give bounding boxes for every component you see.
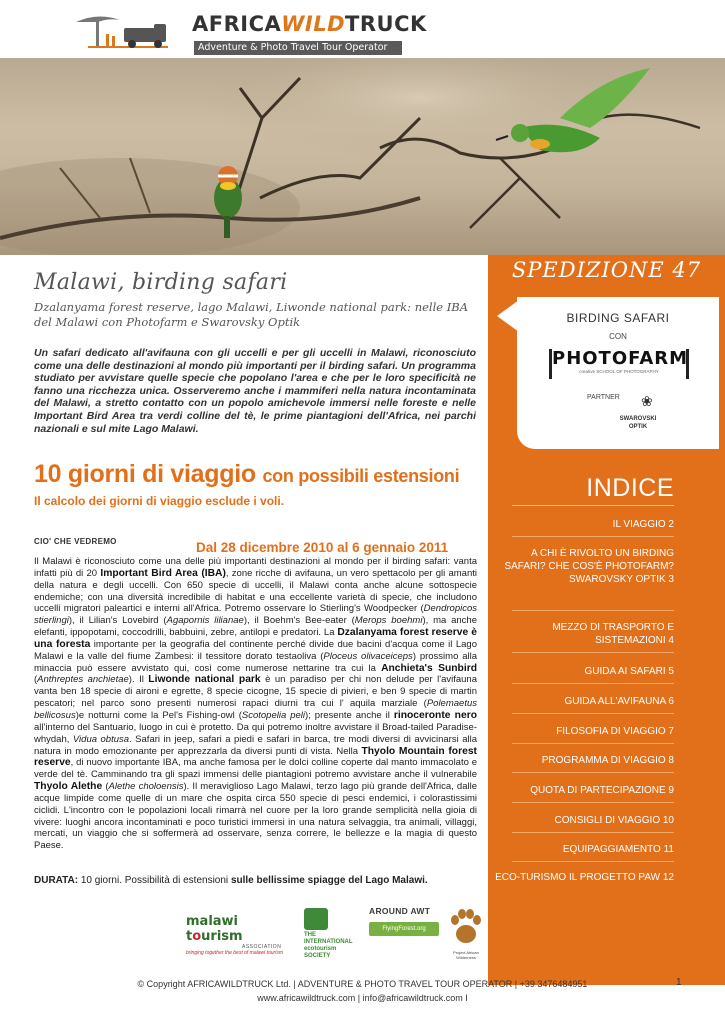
trip-dates: Dal 28 dicembre 2010 al 6 gennaio 2011 [196, 540, 449, 555]
body-paragraph: Il Malawi è riconosciuto come una delle più importanti destinazioni al mondo per il birding safari: vanta infatti più di 20 Important Bird Area (IBA), zone ricche di avifauna, un vero spettacolo per gli amanti della natura e degli uccelli. Con 650 specie di uccelli, il Malawi conta anche alcune sottospecie endemiche; con una diversità incredibile di habitat e una eccellente varietà di specie, che includono uccelli migratori paleartici e interni all'Africa. Potremo osservare lo Stierling's Woodpecker (Dendropicos stierlingi), il Lilian's Lovebird (Agapornis lilianae), il Boehm's Bee-eater (Merops boehmi), ma anche elefanti, ippopotami, coccodrilli, babbuini, zebre, antilopi e predatori. La Dzalanyama forest reserve è una foresta importante per la geografia del continente perché divide due bacini d'acqua come il Lago Malawi e la valle del fiume Zambesi: il tessitore dorato testaoliva (Ploceus olivaceiceps) prossimo alla minaccia può essere avvistato qui, così come numerose nettarine tra cui la Anchieta's Sunbird (Anthreptes anchietae). Il Liwonde national park è un paradiso per chi non delude per l'avifauna vanta ben 18 specie di aironi e egrette, 8 specie cicogne, 15 specie di pivieri, e ben 9 specie di martin pescatori; nel parco sono presenti numerosi rapaci diurni tra cui l' aquila marziale (Polemaetus bellicosus)e notturni come la Pel's Fishing-owl (Scotopelia peli); presente anche il rinoceronte nero all'interno del Santuario, luogo in cui è protetto. Da qui potremo inoltre avvistare il Broad-tailed Paradise-whydah, Vidua obtusa. Safari in jeep, safari a piedi e safari in barca, tre modi diversi di avvicinarsi alla natura in modo emozionante per apprezzarla da diversi punti di vista. Nella Thyolo Mountain forest reserve, di nuovo importante IBA, ma anche famosa per le dolci colline coperte dal manto immacolato e verde del tè. Camminando tra gli spazi immensi delle piantagioni potremo avvistare anche il vulnerabile Thyolo Alethe (Alethe choloensis). Il meraviglioso Lago Malawi, terzo lago più grande dell'Africa, dalle acque limpide come quelle di un mare che ospita circa 550 specie di pesci endemici, i colorastissimi ciclidi. L'incontro con le popolazioni locali rimarrà nel cuore per la loro grande semplicità nella gioia di vivere: luoghi ancora incontaminati e poco turistici immersi in una natura selvaggia, tra animali, villaggi, mercati, un viaggio che si soffermerà ad osservare, senza correre, le bellezze e la magia di questo Paese. [34, 556, 478, 852]
toc-item[interactable]: A CHI È RIVOLTO UN BIRDING SAFARI? CHE COS'È PHOTOFARM? SWAROVSKY OPTIK 3 [504, 548, 674, 585]
header-photo [0, 58, 725, 255]
index-divider [512, 505, 674, 506]
ecotourism-society-logo: THE INTERNATIONAL ecotourism SOCIETY [304, 908, 360, 966]
around-awt-logo: AROUND AWT FlyingForest.org [369, 906, 439, 936]
toc-divider [512, 832, 674, 833]
toc-item[interactable]: CONSIGLI DI VIAGGIO 10 [554, 815, 674, 826]
page-header [0, 0, 725, 58]
toc-item[interactable]: FILOSOFIA DI VIAGGIO 7 [556, 726, 674, 737]
trip-length-heading: 10 giorni di viaggio con possibili estensioni [34, 460, 460, 488]
toc-divider [512, 861, 674, 862]
toc-divider [512, 743, 674, 744]
swan-icon: ❀ [641, 393, 653, 409]
footer-copyright: © Copyright AFRICAWILDTRUCK Ltd. | ADVENTURE & PHOTO TRAVEL TOUR OPERATOR | +39 3476484951 [137, 979, 588, 989]
toc-divider [512, 610, 674, 611]
toc-item[interactable]: GUIDA ALL'AVIFAUNA 6 [564, 696, 674, 707]
malawi-tourism-logo: malawi tourism ASSOCIATION bringing together the best of malawi tourism [186, 914, 283, 956]
partner-box-pointer [497, 300, 519, 332]
partner-box-title: BIRDING SAFARI [566, 311, 670, 325]
photofarm-name: PHOTOFARM [552, 348, 689, 369]
expedition-number: SPEDIZIONE 47 [511, 258, 702, 282]
partner-logos [186, 906, 486, 970]
intro-paragraph: Un safari dedicato all'avifauna con gli uccelli e per gli uccelli in Malawi, riconosciuto come una delle destinazioni al mondo più importanti per il birding safari. Un programma studiato per avvistare quelle specie che popolano l'area e che per le loro specificità ne fanno una ricchezza unica. Osserveremo anche i mammiferi nella natura incontaminata del Malawi, a stretto contatto con un popolo amichevole immersi nelle foreste e nelle Important Bird Area tra verdi colline del tè, le prime piantagioni dell'Africa, nei parchi nazionali e sul mite Lago Malawi. [34, 347, 476, 435]
toc-divider [512, 652, 674, 653]
toc-divider [512, 713, 674, 714]
swarovski-logo: SWAROVSKI OPTIK [619, 416, 657, 430]
tree-truck-logo-icon [68, 8, 188, 52]
page-title: Malawi, birding safari [34, 270, 288, 295]
page-subtitle: Dzalanyama forest reserve, lago Malawi, Liwonde national park: nelle IBA del Malawi con Photofarm e Swarovsky Optik [34, 300, 469, 329]
photofarm-subtitle: creative SCHOOL OF PHOTOGRAPHY [579, 369, 659, 374]
toc-item[interactable]: EQUIPAGGIAMENTO 11 [562, 844, 674, 855]
bee-eater-birds-photo [0, 58, 725, 255]
trip-length-note: Il calcolo dei giorni di viaggio esclude i voli. [34, 494, 285, 508]
partner-label: PARTNER [587, 394, 620, 401]
index-heading: INDICE [586, 474, 674, 502]
toc-divider [512, 802, 674, 803]
page-number: 1 [676, 977, 682, 988]
partner-box [517, 297, 719, 449]
brand-tagline: Adventure & Photo Travel Tour Operator [194, 41, 402, 55]
toc-item[interactable]: MEZZO DI TRASPORTO E SISTEMAZIONI 4 [552, 622, 674, 646]
toc-divider [512, 536, 674, 537]
footer-contacts[interactable]: www.africawildtruck.com | info@africawildtruck.com I [257, 993, 468, 1003]
brand-name: AFRICAWILDTRUCK [192, 12, 427, 36]
photofarm-logo [549, 349, 689, 379]
toc-item[interactable]: GUIDA AI SAFARI 5 [584, 666, 674, 677]
duration-line: DURATA: 10 giorni. Possibilità di estensioni sulle bellissime spiagge del Lago Malawi. [34, 875, 428, 886]
toc-item[interactable]: IL VIAGGIO 2 [612, 519, 674, 530]
globe-icon [304, 908, 328, 930]
project-paw-logo: Project African Wilderness [448, 906, 484, 966]
section-label: CIO' CHE VEDREMO [34, 537, 117, 546]
toc-item[interactable]: ECO-TURISMO IL PROGETTO PAW 12 [495, 872, 674, 883]
paw-print-icon [448, 906, 484, 948]
toc-divider [512, 683, 674, 684]
toc-item[interactable]: QUOTA DI PARTECIPAZIONE 9 [530, 785, 674, 796]
toc-divider [512, 772, 674, 773]
partner-box-con: CON [609, 332, 627, 341]
toc-item[interactable]: PROGRAMMA DI VIAGGIO 8 [541, 755, 674, 766]
